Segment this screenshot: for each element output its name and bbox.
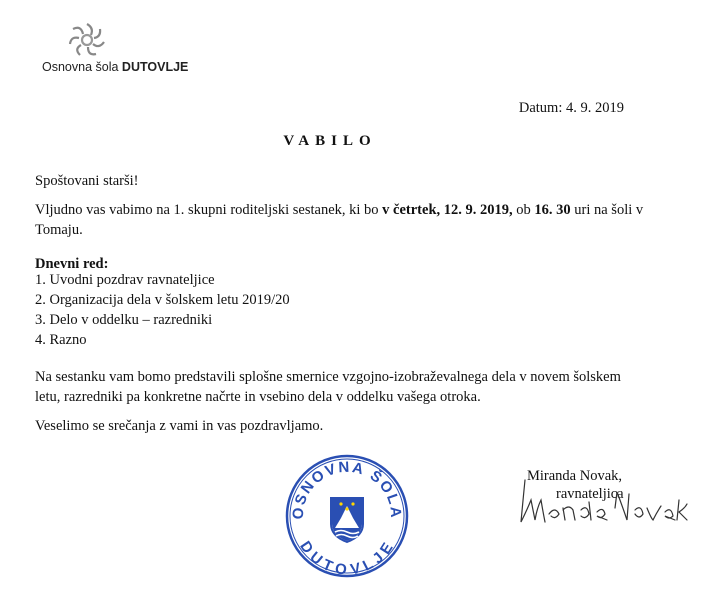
meeting-date: v četrtek, 12. 9. 2019, [382, 202, 513, 218]
meeting-time: 16. 30 [534, 202, 571, 218]
invitation-text-3: uri na šoli v Tomaju. [35, 202, 644, 238]
slovenia-coat-of-arms-icon [331, 498, 363, 542]
school-logo-icon [64, 20, 110, 60]
document-date: Datum: 4. 9. 2019 [518, 100, 624, 116]
closing-line: Veselimo se srečanja z vami in vas pozdravljamo. [35, 418, 324, 434]
school-name: DUTOVLJE [121, 60, 189, 74]
agenda-list [35, 270, 290, 350]
agenda-item: 4. Razno [35, 332, 87, 348]
agenda-item: 1. Uvodni pozdrav ravnateljice [35, 272, 215, 288]
svg-text:DUTOVLJE [296, 538, 397, 579]
signatory-name: Miranda Novak, [527, 468, 623, 484]
agenda-item: 2. Organizacija dela v šolskem letu 2019/20 [35, 292, 290, 308]
school-logo-text [42, 60, 188, 74]
agenda-heading: Dnevni red: [35, 256, 109, 272]
school-prefix: Osnovna šola [42, 60, 119, 74]
invitation-paragraph [35, 200, 655, 240]
invitation-text-2: ob [512, 202, 535, 218]
stamp-bottom-text: DUTOVLJE [296, 538, 398, 579]
school-logo [38, 20, 198, 80]
stamp-top-text: OSNOVNA ŠOLA [289, 458, 405, 520]
meeting-description: Na sestanku vam bomo predstavili splošne smernice vzgojno-izobraževalnega dela v novem šolskem letu, razredniki pa konkretne načrte in vsebino dela v oddelku vašega otroka. [35, 369, 621, 405]
invitation-text-1: Vljudno vas vabimo na 1. skupni roditeljski sestanek, ki bo [35, 202, 383, 218]
agenda-item: 3. Delo v oddelku – razredniki [35, 312, 213, 328]
greeting: Spoštovani starši! [35, 173, 139, 189]
school-stamp [283, 452, 411, 580]
handwritten-signature [515, 470, 690, 550]
signatory-role: ravnateljica [556, 486, 624, 502]
document-title: VABILO [283, 133, 377, 149]
